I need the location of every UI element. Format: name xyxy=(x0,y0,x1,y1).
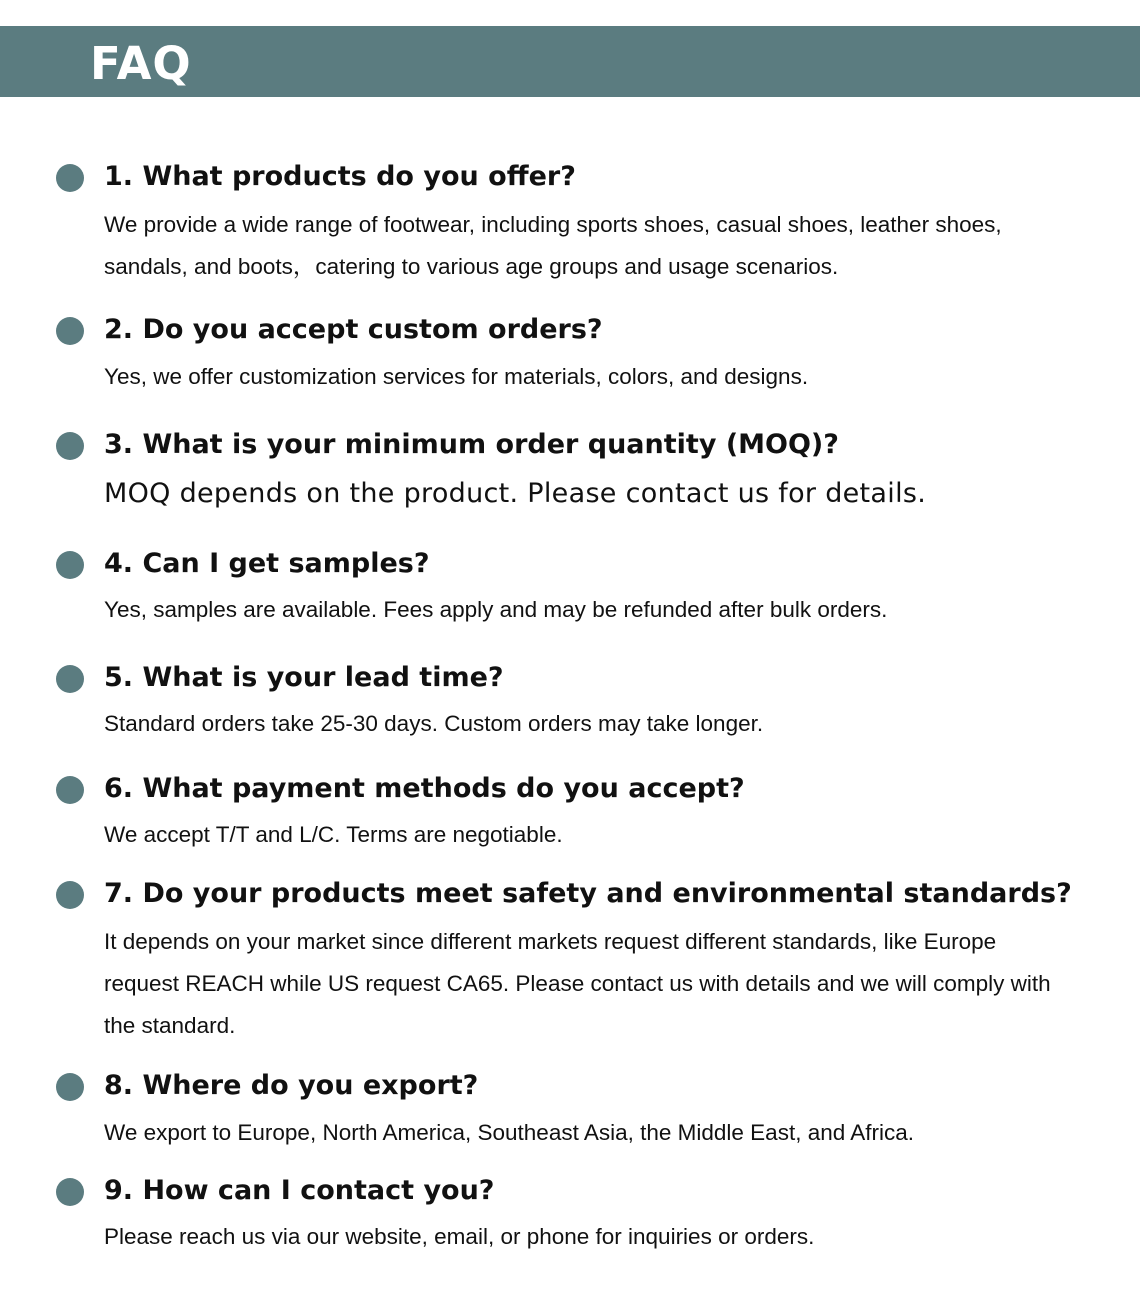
faq-answer-1: We provide a wide range of footwear, including sports shoes, casual shoes, leather shoes, sandals, and boots，catering to various age groups and usage scenarios. xyxy=(104,212,1002,279)
page-title: FAQ xyxy=(90,37,192,90)
bullet-icon xyxy=(56,317,84,345)
faq-answer-2: Yes, we offer customization services for materials, colors, and designs. xyxy=(104,364,809,389)
faq-question-4: 4. Can I get samples? xyxy=(104,548,430,579)
faq-answer-8: We export to Europe, North America, Southeast Asia, the Middle East, and Africa. xyxy=(104,1120,915,1145)
bullet-icon xyxy=(56,551,84,579)
bullet-icon xyxy=(56,164,84,192)
bullet-icon xyxy=(56,665,84,693)
faq-question-1: 1. What products do you offer? xyxy=(104,161,576,192)
faq-question-2: 2. Do you accept custom orders? xyxy=(104,314,603,345)
faq-header-banner xyxy=(0,26,1140,97)
faq-question-3: 3. What is your minimum order quantity (MOQ)? xyxy=(104,429,839,460)
bullet-icon xyxy=(56,432,84,460)
faq-question-5: 5. What is your lead time? xyxy=(104,662,504,693)
faq-question-6: 6. What payment methods do you accept? xyxy=(104,773,745,804)
faq-question-8: 8. Where do you export? xyxy=(104,1070,479,1101)
faq-answer-5: Standard orders take 25-30 days. Custom orders may take longer. xyxy=(104,711,764,736)
faq-answer-3: MOQ depends on the product. Please contact us for details. xyxy=(104,478,927,509)
faq-answer-4: Yes, samples are available. Fees apply and may be refunded after bulk orders. xyxy=(104,597,888,622)
bullet-icon xyxy=(56,776,84,804)
faq-question-9: 9. How can I contact you? xyxy=(104,1175,495,1206)
bullet-icon xyxy=(56,1178,84,1206)
faq-answer-6: We accept T/T and L/C. Terms are negotiable. xyxy=(104,822,563,847)
faq-answer-7: It depends on your market since different markets request different standards, like Europe request REACH while US request CA65. Please contact us with details and we will comply with the standard. xyxy=(104,929,1051,1038)
bullet-icon xyxy=(56,881,84,909)
faq-question-7: 7. Do your products meet safety and environmental standards? xyxy=(104,878,1072,909)
faq-answer-9: Please reach us via our website, email, or phone for inquiries or orders. xyxy=(104,1224,815,1249)
bullet-icon xyxy=(56,1073,84,1101)
